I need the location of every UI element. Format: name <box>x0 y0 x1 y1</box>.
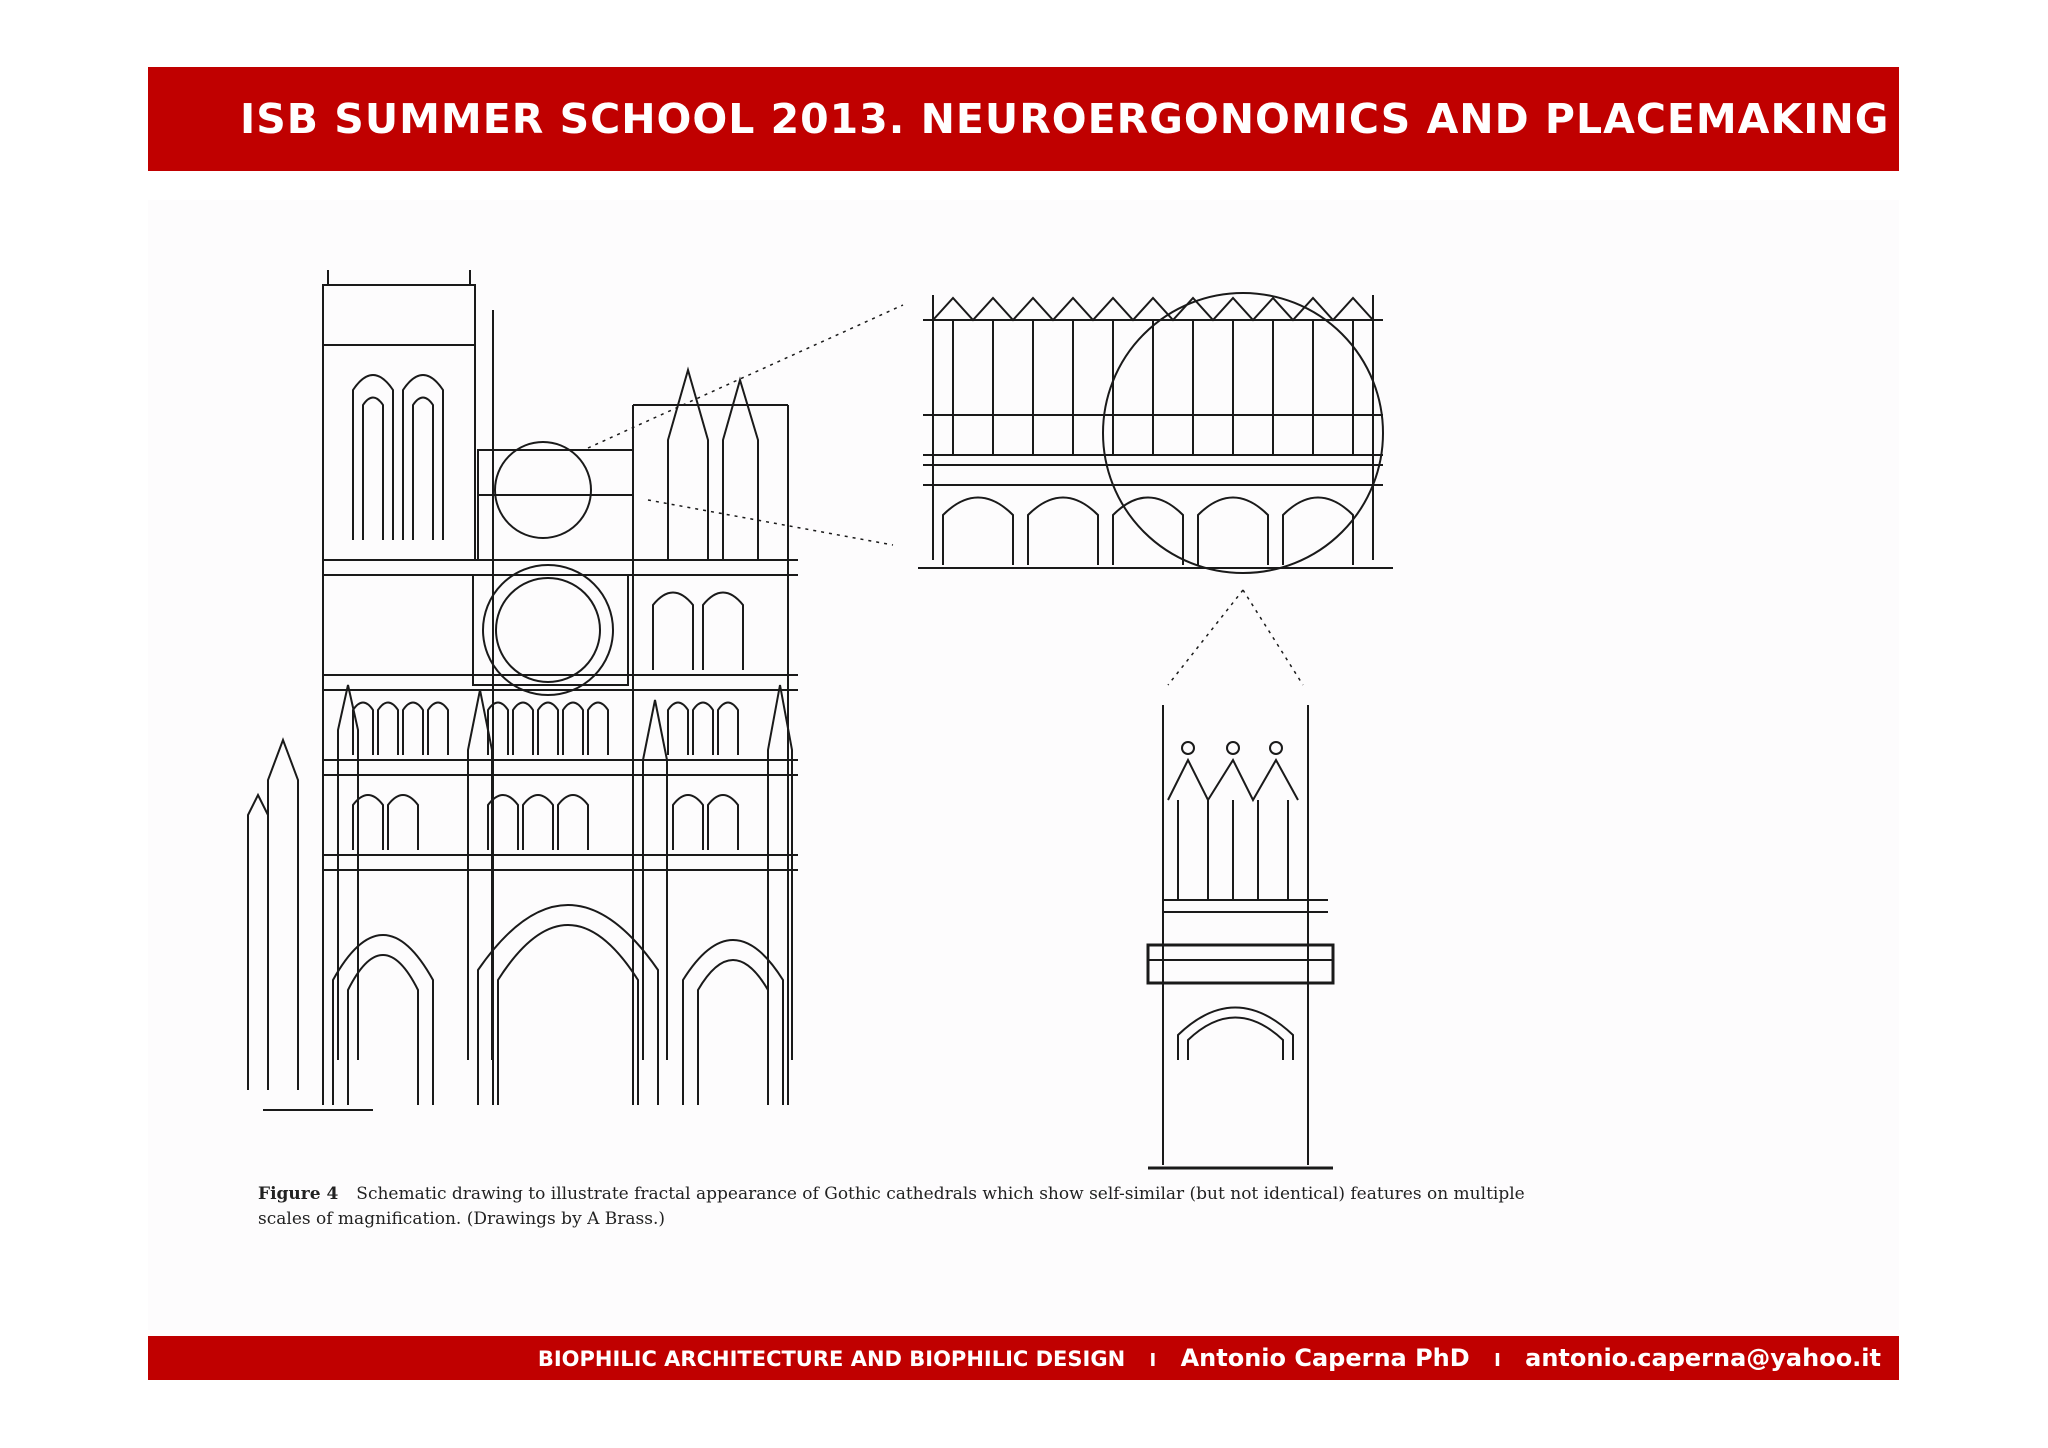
slide-title: ISB SUMMER SCHOOL 2013. NEUROERGONOMICS AND PLACEMAKING <box>240 95 1890 143</box>
cathedral-drawing <box>148 200 1899 1330</box>
caption-lead: Figure 4 <box>258 1184 339 1204</box>
figure-panel <box>148 200 1899 1330</box>
footer-line <box>538 1336 1881 1380</box>
footer-email[interactable]: antonio.caperna@yahoo.it <box>1525 1344 1881 1372</box>
figure-caption <box>258 1182 1558 1232</box>
footer-separator: I <box>1149 1350 1157 1371</box>
footer-separator: I <box>1494 1350 1501 1371</box>
footer-band <box>148 1336 1899 1380</box>
gallery-detail-enlarged <box>918 293 1393 573</box>
footer-author: Antonio Caperna PhD <box>1180 1344 1470 1372</box>
header-band <box>148 67 1899 171</box>
footer-topic: BIOPHILIC ARCHITECTURE AND BIOPHILIC DESIGN <box>537 1347 1126 1371</box>
magnification-connectors <box>588 305 1303 685</box>
arcade-detail-enlarged <box>1148 705 1333 1168</box>
cathedral-facade <box>248 270 798 1110</box>
caption-text: Schematic drawing to illustrate fractal appearance of Gothic cathedrals which show self-similar (but not identical) features on multiple scales of magnification. (Drawings by A Brass.) <box>258 1184 1525 1229</box>
